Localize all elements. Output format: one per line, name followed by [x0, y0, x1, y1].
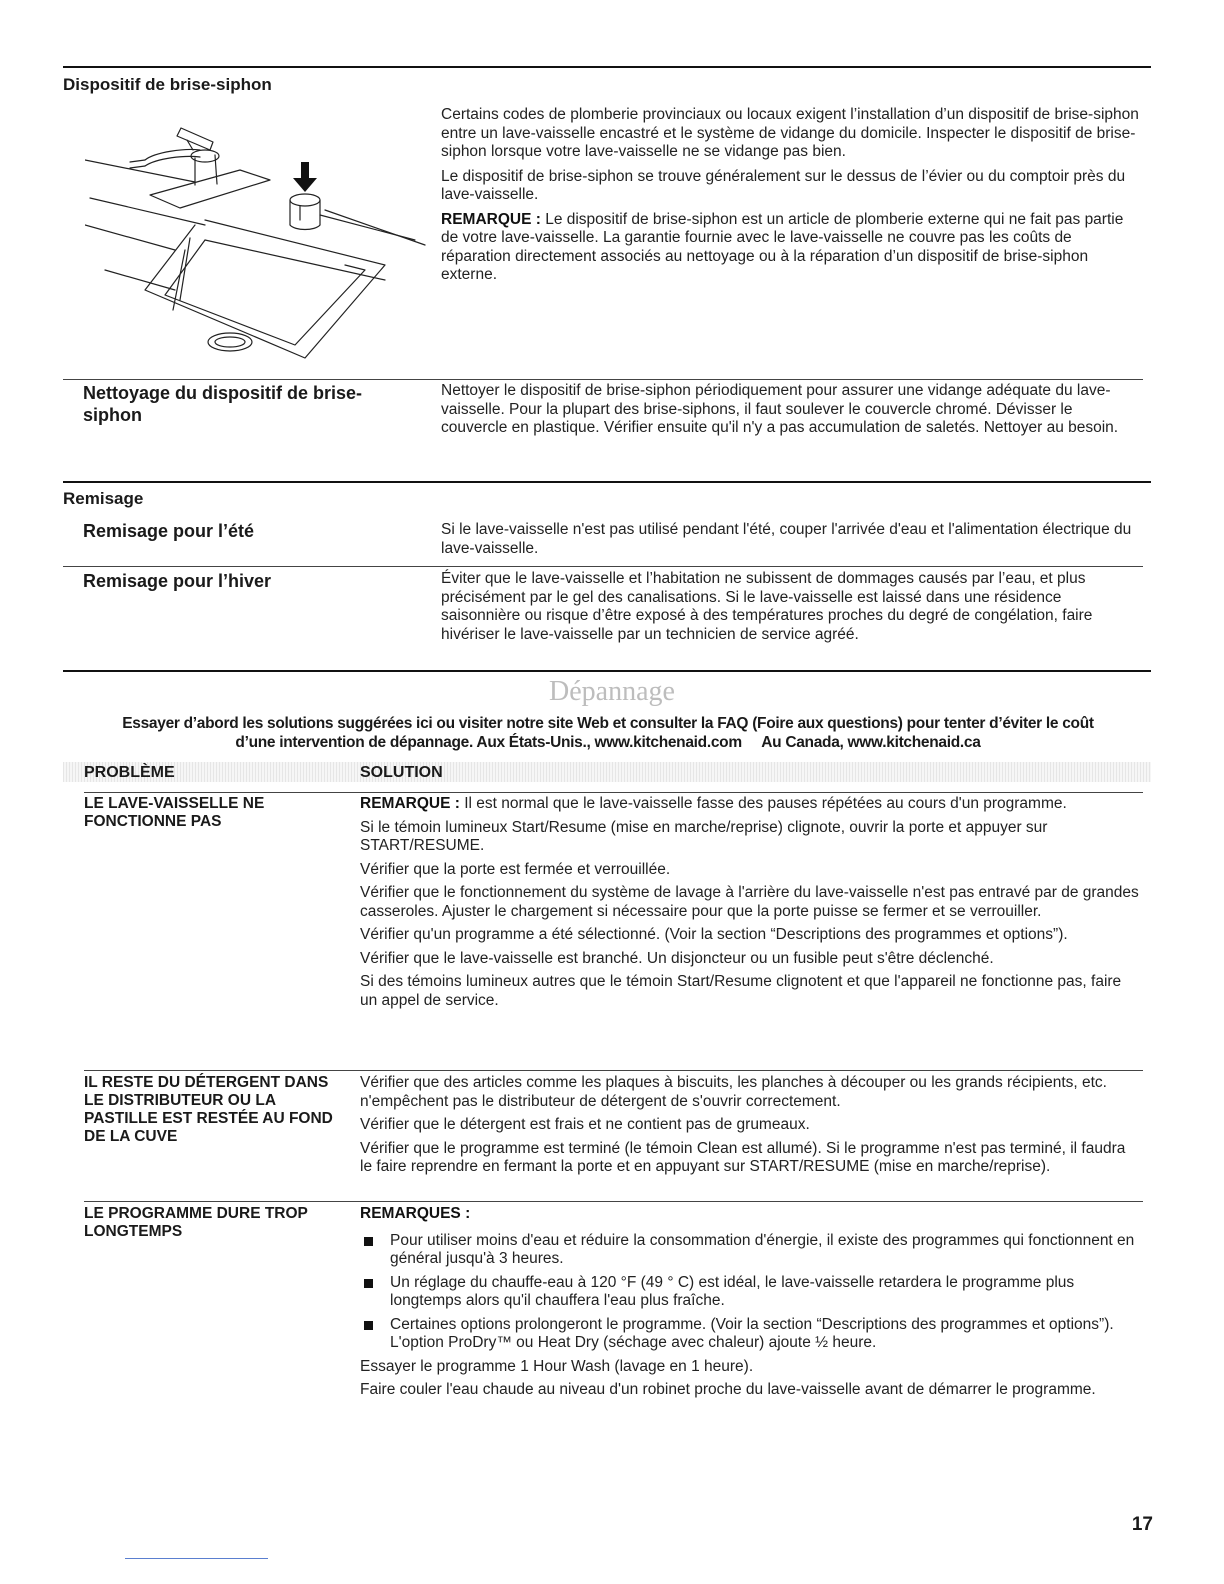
note-text: Le dispositif de brise-siphon est un article de plomberie externe qui ne fait pas partie de votre lave-vaisselle. La garantie fournie avec le lave-vaisselle ne couvre pas les coûts de réparation directement associés au nettoyage ou à la réparation d’un dispositif de brise-siphon externe.: [441, 210, 1124, 283]
note-text: Il est normal que le lave-vaisselle fasse des pauses répétées au cours d'un programme.: [459, 795, 1067, 812]
solution-line: Si des témoins lumineux autres que le témoin Start/Resume clignotent et que l'appareil ne fonctionne pas, faire un appel de service.: [360, 973, 1122, 1009]
cleaning-text: Nettoyer le dispositif de brise-siphon périodiquement pour assurer une vidange adéquate du lave-vaisselle. Pour la plupart des brise-siphons, il faut soulever le couvercle chromé. Dévisser le couvercle en plastique. Vérifier ensuite qu'il n'y a pas accumulation de saletés. Nettoyer au besoin.: [441, 382, 1119, 436]
column-header-problem: PROBLÈME: [84, 764, 175, 781]
column-header-solution: SOLUTION: [360, 764, 443, 781]
solution-line: Vérifier que le fonctionnement du système de lavage à l'arrière du lave-vaisselle n'est pas entravé par de grandes casseroles. Ajuster le chargement si nécessaire pour que la porte puisse se fermer et se verrouiller.: [360, 884, 1139, 920]
bullet-item: Pour utiliser moins d'eau et réduire la consommation d'énergie, il existe des programmes qui fonctionnent en général jusqu'à 3 heures.: [360, 1232, 1140, 1269]
row-divider: [84, 792, 1143, 793]
troubleshooting-intro: [58, 714, 1158, 752]
solution-line: Vérifier que la porte est fermée et verrouillée.: [360, 860, 671, 878]
table-header-band: [63, 762, 1151, 782]
solution-cell: [360, 1205, 1140, 1405]
solution-line: Vérifier que le lave-vaisselle est branché. Un disjoncteur ou un fusible peut s'être déclenché.: [360, 949, 994, 967]
top-rule: [63, 66, 1151, 68]
summer-storage-text: Si le lave-vaisselle n'est pas utilisé pendant l'été, couper l'arrivée d'eau et l'alimentation électrique du lave-vaisselle.: [441, 521, 1132, 557]
row-divider: [84, 1201, 1143, 1202]
solution-line: Essayer le programme 1 Hour Wash (lavage en 1 heure).: [360, 1357, 754, 1375]
divider: [63, 481, 1151, 483]
solution-note-label: REMARQUES :: [360, 1205, 471, 1222]
bullet-item: Certaines options prolongeront le programme. (Voir la section “Descriptions des programmes et options”). L'option ProDry™ ou Heat Dry (séchage avec chaleur) ajoute ½ heure.: [360, 1316, 1140, 1353]
problem-cell: LE PROGRAMME DURE TROP LONGTEMPS: [84, 1205, 308, 1240]
air-gap-paragraph: Le dispositif de brise-siphon se trouve généralement sur le dessus de l’évier ou du comptoir près du lave-vaisselle.: [441, 167, 1126, 203]
air-gap-illustration: [85, 100, 430, 370]
bottom-mark: [125, 1558, 268, 1559]
divider: [63, 379, 1143, 380]
problem-cell: LE LAVE-VAISSELLE NE FONCTIONNE PAS: [84, 795, 265, 830]
bullet-item: Un réglage du chauffe-eau à 120 °F (49 ° C) est idéal, le lave-vaisselle retardera le programme plus longtemps alors qu'il chauffera l'eau plus fraîche.: [360, 1274, 1140, 1311]
air-gap-description: [441, 106, 1141, 291]
air-gap-paragraph: Certains codes de plomberie provinciaux ou locaux exigent l’installation d’un dispositif de brise-siphon entre un lave-vaisselle encastré et le système de vidange du domicile. Inspecter le dispositif de brise-siphon lorsque votre lave-vaisselle ne se vidange pas bien.: [441, 106, 1139, 160]
winter-storage-title: Remisage pour l’hiver: [83, 571, 272, 591]
divider: [63, 566, 1143, 567]
solution-note: [360, 795, 1140, 814]
winter-storage-text: Éviter que le lave-vaisselle et l’habitation ne subissent de dommages causés par l’eau, et plus précisément par le gel des canalisations. Si le lave-vaisselle est laissé dans une résidence saisonnière ou risque d’être exposé à des températures proches du degré de congélation, faire hivériser le lave-vaisselle par un technicien de service agréé.: [441, 570, 1093, 643]
page-number: 17: [1131, 1514, 1153, 1535]
problem-cell: IL RESTE DU DÉTERGENT DANS LE DISTRIBUTEUR OU LA PASTILLE EST RESTÉE AU FOND DE LA CUVE: [84, 1074, 333, 1145]
solution-cell: [360, 1074, 1140, 1182]
storage-title: Remisage: [63, 489, 144, 508]
summer-storage-title: Remisage pour l’été: [83, 521, 255, 541]
row-divider: [84, 1070, 1143, 1071]
solution-cell: [360, 795, 1140, 1015]
section-title-air-gap: Dispositif de brise-siphon: [63, 75, 272, 94]
solution-line: Vérifier que le programme est terminé (le témoin Clean est allumé). Si le programme n'est pas terminé, il faudra le faire reprendre en fermant la porte et en appuyant sur START/RESUME (mise en marche/reprise).: [360, 1139, 1126, 1175]
solution-line: Si le témoin lumineux Start/Resume (mise en marche/reprise) clignote, ouvrir la porte et appuyer sur START/RESUME.: [360, 818, 1048, 854]
air-gap-note: [441, 211, 1141, 285]
note-label: REMARQUE :: [441, 210, 541, 228]
solution-line: Vérifier que des articles comme les plaques à biscuits, les planches à découper ou les grands récipients, etc. n'empêchent pas le distributeur de détergent de s'ouvrir correctement.: [360, 1074, 1107, 1110]
solution-line: Vérifier que le détergent est frais et ne contient pas de grumeaux.: [360, 1116, 810, 1133]
solution-line: Faire couler l'eau chaude au niveau d'un robinet proche du lave-vaisselle avant de démarrer le programme.: [360, 1381, 1096, 1398]
divider: [63, 670, 1151, 672]
cleaning-title: Nettoyage du dispositif de brise-siphon: [83, 383, 363, 425]
intro-line: d’une intervention de dépannage. Aux États-Unis., www.kitchenaid.com Au Canada, www.kitchenaid.ca: [235, 734, 981, 751]
intro-line: Essayer d’abord les solutions suggérées ici ou visiter notre site Web et consulter la FAQ (Foire aux questions) pour tenter d’éviter le coût: [122, 715, 1094, 732]
note-label: REMARQUE :: [360, 795, 460, 812]
troubleshooting-title: Dépannage: [549, 676, 675, 707]
solution-line: Vérifier qu'un programme a été sélectionné. (Voir la section “Descriptions des programmes et options”).: [360, 926, 1068, 943]
